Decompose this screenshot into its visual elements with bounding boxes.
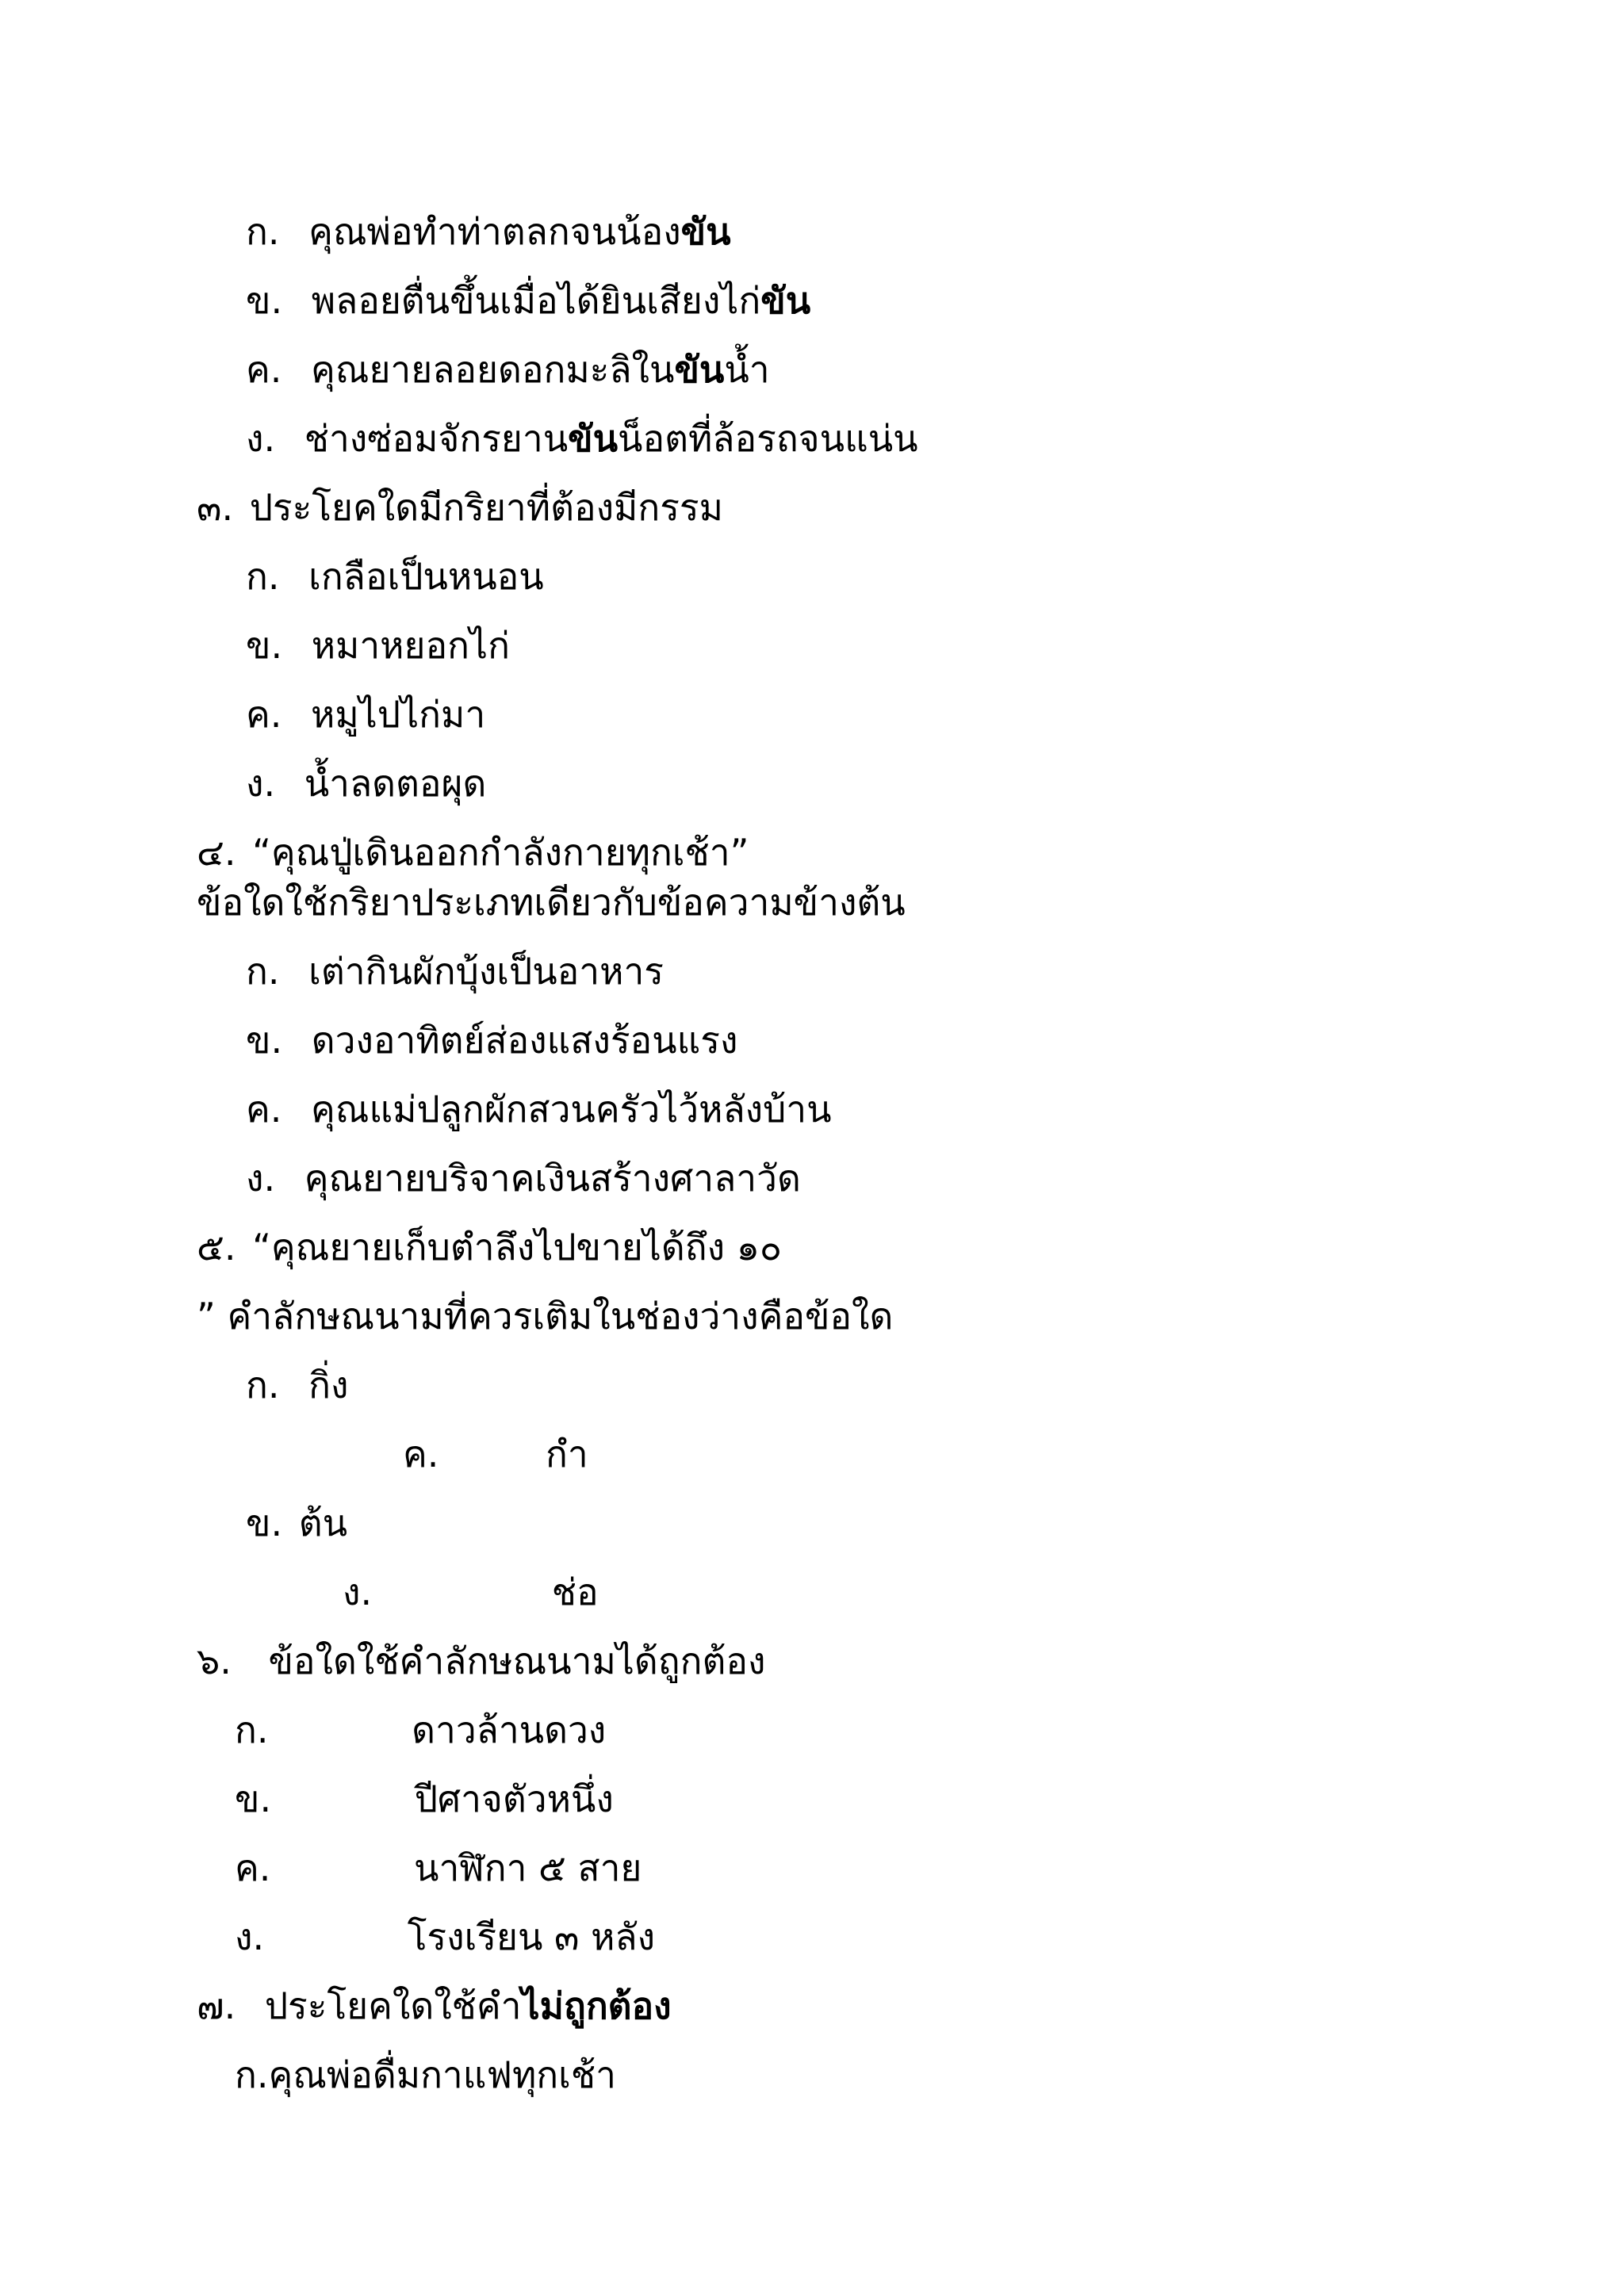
q3-option-b <box>246 622 510 669</box>
option-text: กิ่ง <box>308 1364 349 1406</box>
option-label: ค. <box>246 693 282 736</box>
question-number: ๗. <box>197 1984 236 2027</box>
q7-question <box>197 1982 672 2030</box>
option-text: คุณแม่ปลูกผักสวนครัวไว้หลังบ้าน <box>311 1088 832 1131</box>
q2-option-b <box>246 277 810 324</box>
question-text: ” คำลักษณนามที่ควรเติมในช่องว่างคือข้อใด <box>197 1295 894 1337</box>
question-text: ประโยคใดมีกริยาที่ต้องมีกรรม <box>249 486 723 529</box>
q2-option-d <box>246 415 918 462</box>
option-label: ก. <box>246 210 280 253</box>
option-bold-word: ขัน <box>680 210 731 253</box>
question-bold-word: ไม่ถูกต้อง <box>521 1984 672 2027</box>
option-label: ก. <box>246 950 280 993</box>
q5-question-line-2 <box>197 1292 893 1340</box>
option-bold-word: ขัน <box>760 279 811 322</box>
option-text: คุณยายบริจาคเงินสร้างศาลาวัด <box>304 1157 801 1200</box>
option-text: คุณพ่อทำท่าตลกจนน้อง <box>308 210 681 253</box>
option-text: ต้น <box>298 1502 348 1544</box>
option-text: โรงเรียน ๓ หลัง <box>407 1915 656 1958</box>
option-label: ค. <box>235 1846 271 1889</box>
q2-option-c <box>246 346 770 393</box>
option-text: ปีศาจตัวหนึ่ง <box>414 1777 614 1820</box>
option-label: ง. <box>246 417 276 460</box>
option-text: กำ <box>546 1433 588 1475</box>
option-text: คุณยายลอยดอกมะลิใน <box>311 348 675 391</box>
option-label: ข. <box>235 1777 272 1820</box>
option-label: ง. <box>246 1157 276 1200</box>
question-text: ข้อใดใช้กริยาประเภทเดียวกับข้อความข้างต้น <box>197 881 906 924</box>
option-text: ช่อ <box>551 1571 599 1613</box>
option-text: หมาหยอกไก่ <box>311 624 510 667</box>
q4-option-c <box>246 1085 832 1133</box>
option-label: ค. <box>246 348 282 391</box>
option-label: ค. <box>403 1433 439 1475</box>
q6-option-a <box>235 1706 606 1754</box>
option-text: ดาวล้านดวง <box>412 1709 607 1751</box>
q5-option-a <box>246 1361 348 1409</box>
option-label: ง. <box>235 1915 265 1958</box>
option-text-tail: น้ำ <box>724 348 770 391</box>
option-text: ดวงอาทิตย์ส่องแสงร้อนแรง <box>311 1019 738 1062</box>
question-number: ๓. <box>197 486 234 529</box>
q5-option-b <box>246 1499 347 1547</box>
q6-option-c <box>235 1844 642 1892</box>
question-text: ประโยคใดใช้คำ <box>264 1984 522 2027</box>
q5-option-c <box>403 1430 588 1478</box>
question-text: “คุณยายเก็บตำลึงไปขายได้ถึง ๑๐ <box>252 1226 782 1269</box>
option-label: ก. <box>235 2053 269 2096</box>
q4-option-a <box>246 947 664 995</box>
q6-option-d <box>235 1913 655 1961</box>
option-text: นาฬิกา ๕ สาย <box>414 1846 642 1889</box>
question-number: ๕. <box>197 1226 236 1269</box>
q4-question <box>197 828 749 876</box>
option-label: ง. <box>246 762 276 805</box>
option-label: ก. <box>246 555 280 598</box>
option-bold-word: ขัน <box>674 348 725 391</box>
q4-question-line-2 <box>197 878 906 926</box>
q5-question <box>197 1223 782 1271</box>
option-label: ข. <box>246 1502 283 1544</box>
option-label: ข. <box>246 1019 283 1062</box>
option-text: ช่างซ่อมจักรยาน <box>304 417 569 460</box>
q3-option-c <box>246 691 485 738</box>
option-label: ข. <box>246 279 283 322</box>
option-label: ก. <box>235 1709 269 1751</box>
q2-option-a <box>246 208 731 255</box>
option-text: คุณพ่อดื่มกาแฟทุกเช้า <box>268 2053 616 2096</box>
option-text: หมูไปไก่มา <box>311 693 486 736</box>
q6-option-b <box>235 1775 614 1823</box>
option-text: พลอยตื่นขึ้นเมื่อได้ยินเสียงไก่ <box>311 279 761 322</box>
option-text: เกลือเป็นหนอน <box>308 555 544 598</box>
option-text: เต่ากินผักบุ้งเป็นอาหาร <box>308 950 664 993</box>
option-text-tail: น็อตที่ล้อรถจนแน่น <box>618 417 918 460</box>
option-bold-word: ขัน <box>568 417 619 460</box>
option-label: ค. <box>246 1088 282 1131</box>
q4-option-d <box>246 1154 801 1202</box>
q3-option-a <box>246 553 544 600</box>
question-text: ข้อใดใช้คำลักษณนามได้ถูกต้อง <box>268 1640 766 1682</box>
question-number: ๔. <box>197 831 236 874</box>
option-label: ก. <box>246 1364 280 1406</box>
option-label: ข. <box>246 624 283 667</box>
q3-question <box>197 484 723 531</box>
q5-option-d <box>343 1568 599 1616</box>
q3-option-d <box>246 760 486 807</box>
option-label: ง. <box>343 1571 373 1613</box>
question-text: “คุณปู่เดินออกกำลังกายทุกเช้า” <box>252 831 749 874</box>
q4-option-b <box>246 1016 737 1064</box>
q7-option-a <box>235 2051 616 2099</box>
option-text: น้ำลดตอผุด <box>304 762 487 805</box>
q6-question <box>197 1637 765 1685</box>
question-number: ๖. <box>197 1640 232 1682</box>
